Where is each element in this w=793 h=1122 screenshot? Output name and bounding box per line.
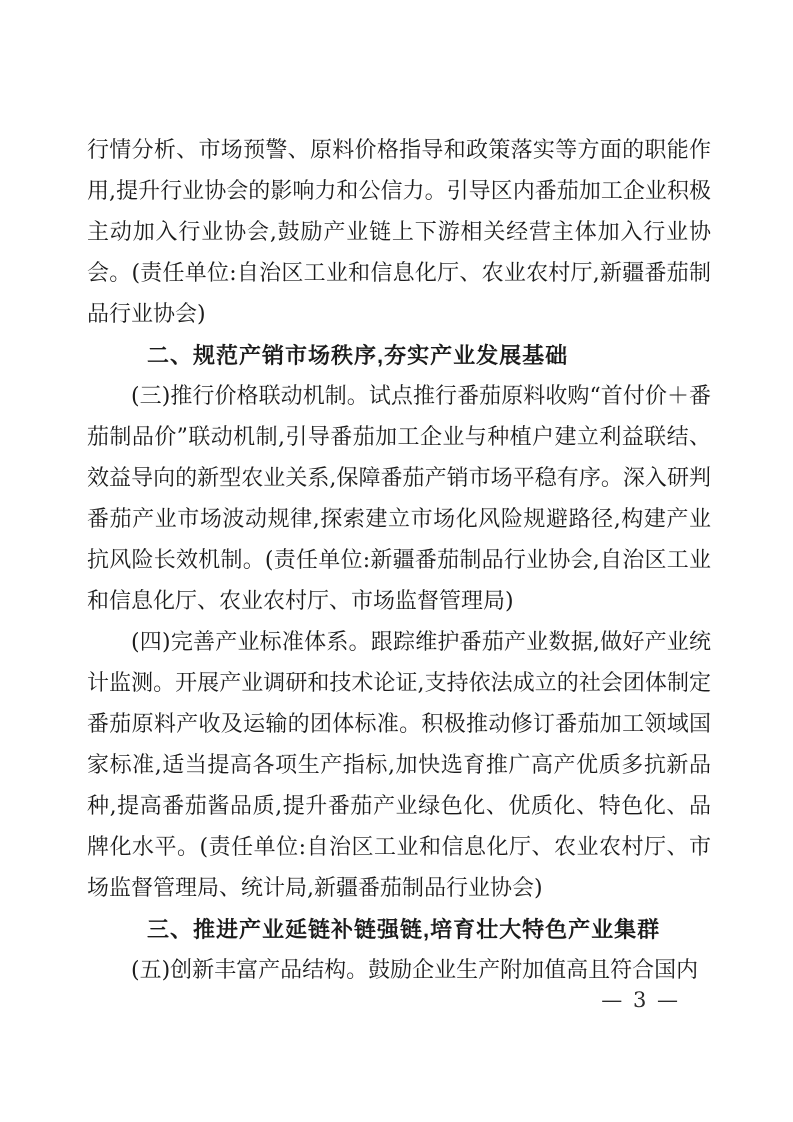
paragraph-item-4 [87, 622, 711, 909]
item-4-title: (四)完善产业标准体系。 [131, 630, 371, 655]
item-5-text: 鼓励企业生产附加值高且符合国内 [368, 958, 699, 983]
paragraph-text: 行情分析、市场预警、原料价格指导和政策落实等方面的职能作用,提升行业协会的影响力和公信力。引导区内番茄加工企业积极主动加入行业协会,鼓励产业链上下游相关经营主体加入行业协会。(责任单位:自治区工业和信息化厅、农业农村厅,新疆番茄制品行业协会) [87, 138, 711, 327]
paragraph-continuation [87, 130, 711, 335]
section-heading-2: 二、规范产销市场秩序,夯实产业发展基础 [147, 343, 569, 368]
item-3-title: (三)推行价格联动机制。 [131, 384, 369, 409]
document-body [87, 130, 711, 991]
page-number: — 3 — [601, 988, 680, 1012]
item-3-text: 试点推行番茄原料收购“首付价＋番茄制品价”联动机制,引导番茄加工企业与种植户建立利益联结、效益导向的新型农业关系,保障番茄产销市场平稳有序。深入研判番茄产业市场波动规律,探索建立市场化风险规避路径,构建产业抗风险长效机制。(责任单位:新疆番茄制品行业协会,自治区工业和信息化厅、农业农村厅、市场监督管理局) [87, 384, 712, 614]
item-4-text: 跟踪维护番茄产业数据,做好产业统计监测。开展产业调研和技术论证,支持依法成立的社会团体制定番茄原料产收及运输的团体标准。积极推动修订番茄加工领域国家标准,适当提高各项生产指标,加快选育推广高产优质多抗新品种,提高番茄酱品质,提升番茄产业绿色化、优质化、特色化、品牌化水平。(责任单位:自治区工业和信息化厅、农业农村厅、市场监督管理局、统计局,新疆番茄制品行业协会) [87, 630, 711, 901]
paragraph-item-3 [87, 376, 711, 622]
item-5-title: (五)创新丰富产品结构。 [131, 958, 369, 983]
paragraph-item-5 [87, 950, 711, 991]
section-heading-3: 三、推进产业延链补链强链,培育壮大特色产业集群 [147, 917, 661, 942]
